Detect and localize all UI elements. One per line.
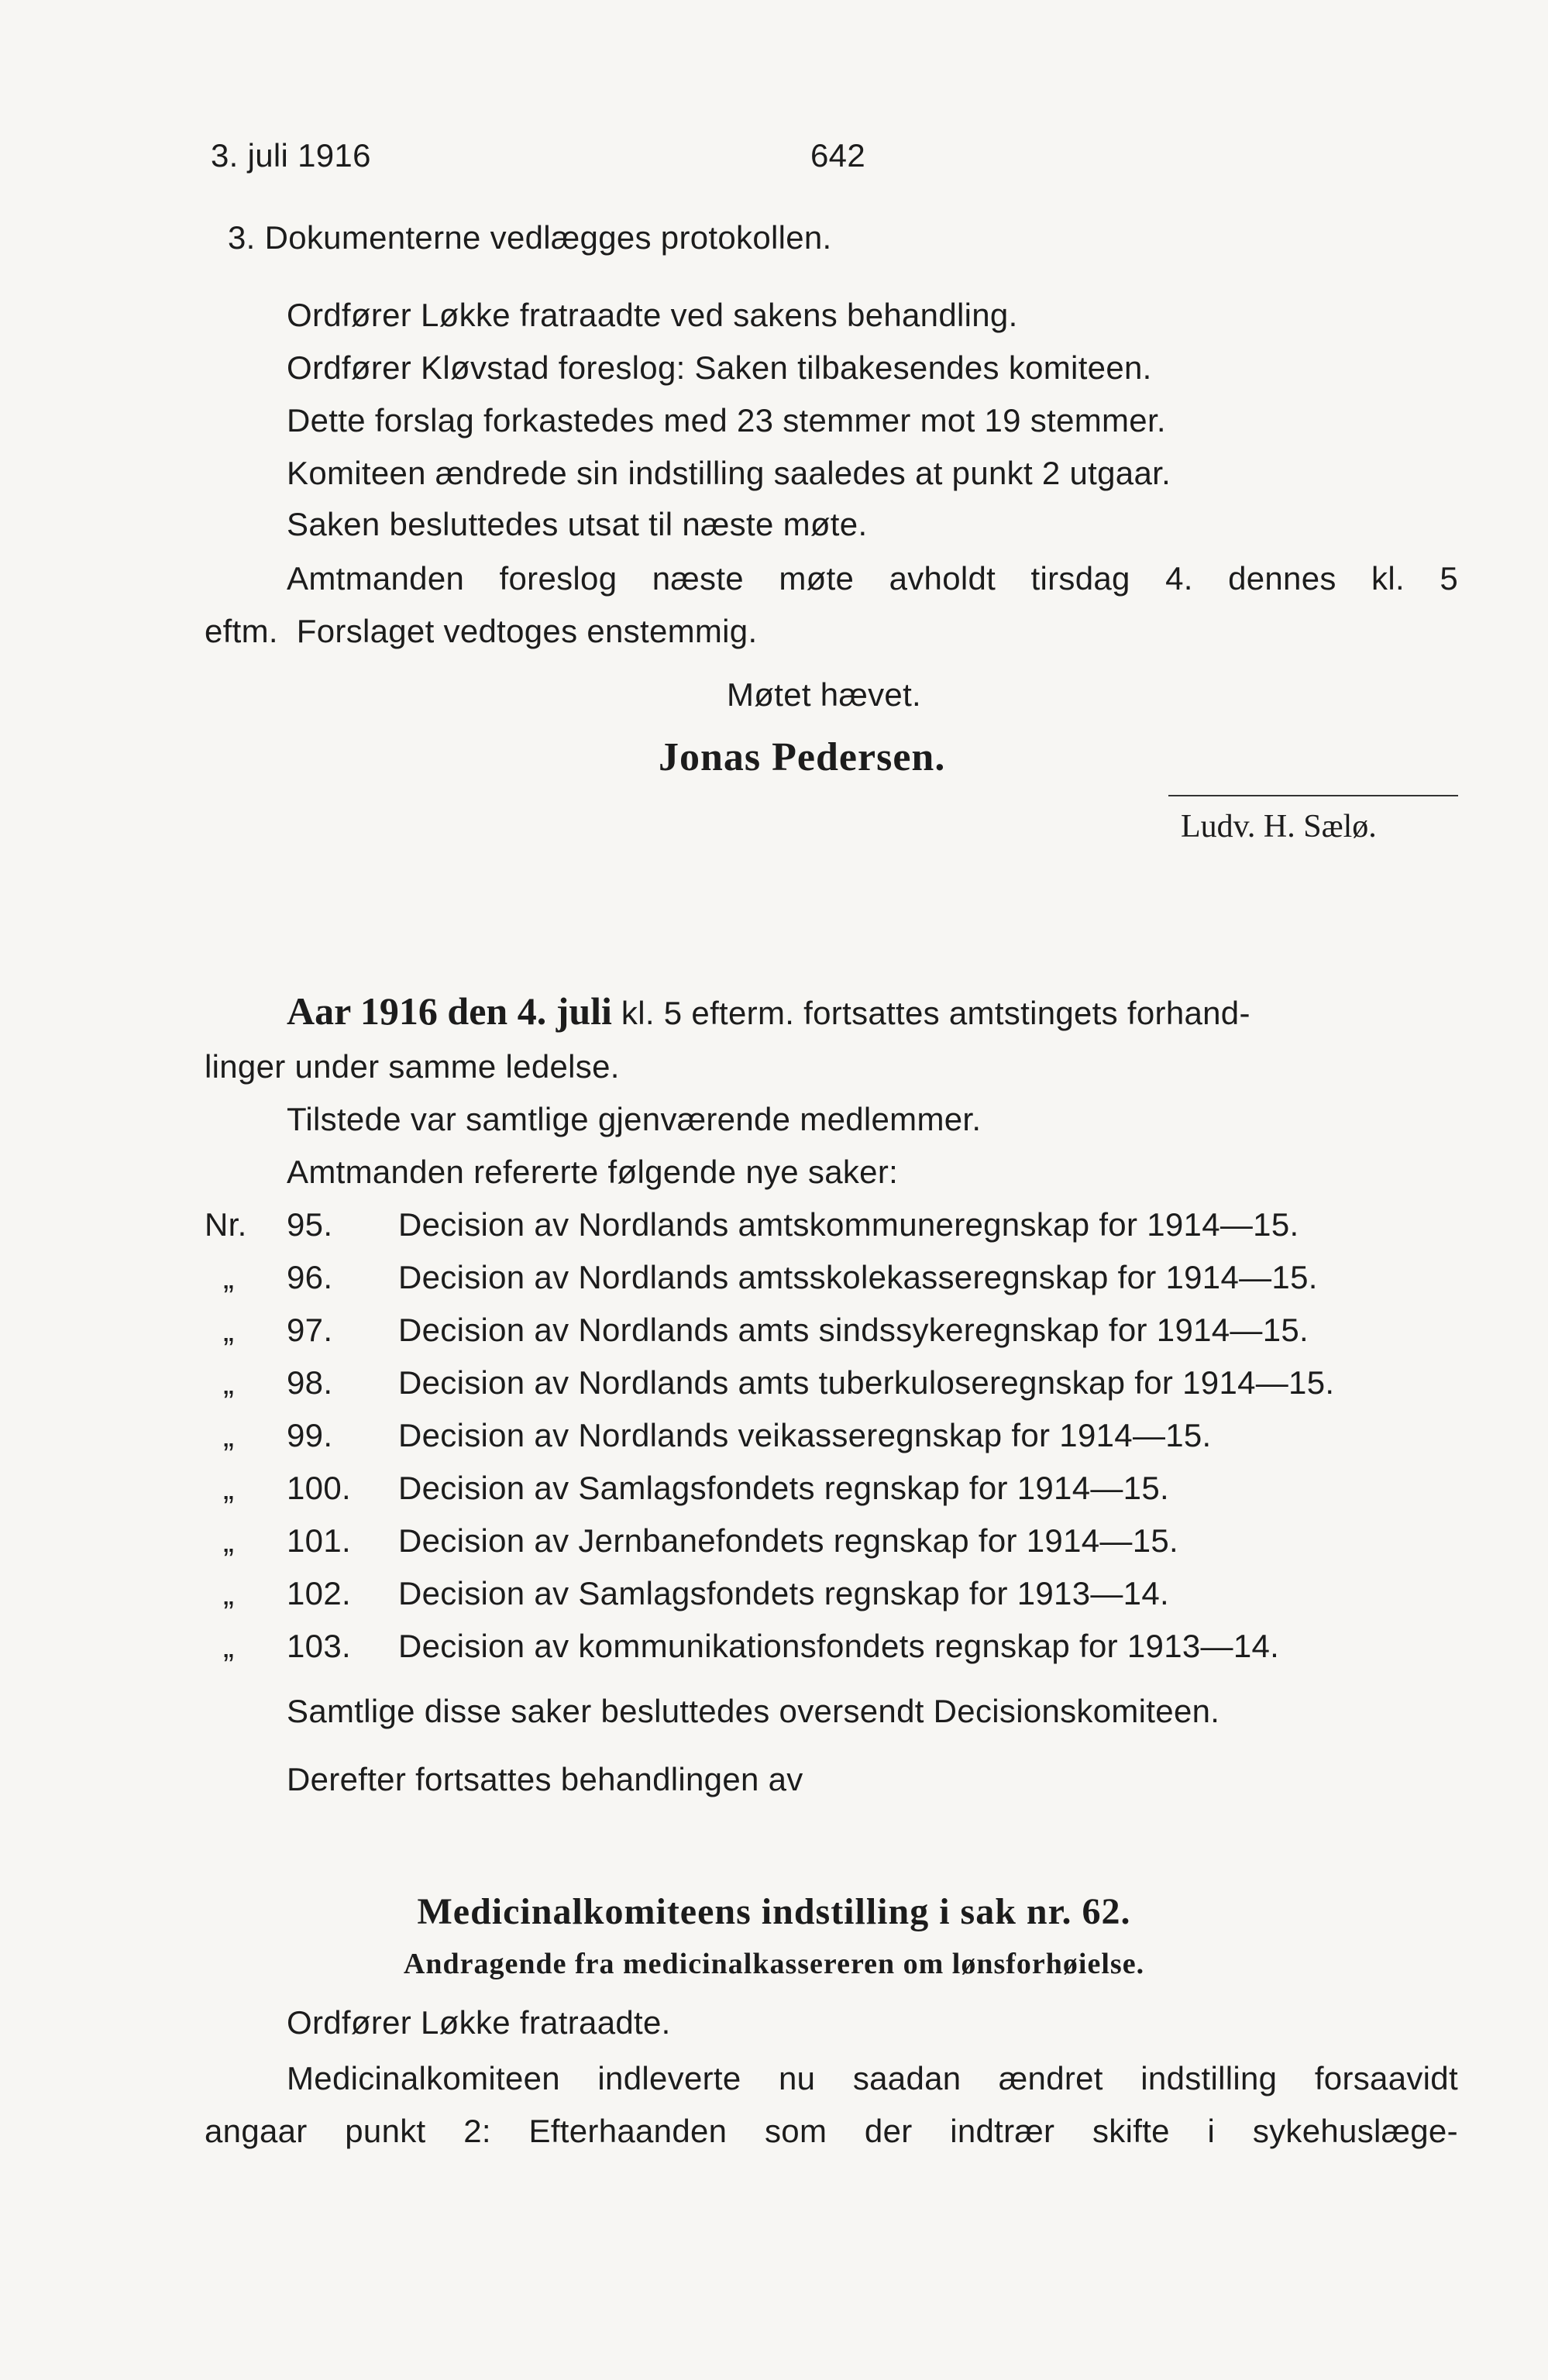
word: avholdt [889,560,996,597]
decision-prefix: „ [223,1312,235,1348]
word: indstilling [1140,2060,1278,2096]
decision-item [203,1364,1458,1402]
motet-haevet: Møtet hævet. [727,676,922,713]
decision-item [203,1311,1458,1350]
word: saadan [852,2060,961,2096]
signature-ludv-saelo: Ludv. H. Sælø. [1181,809,1377,844]
page-number: 642 [810,137,865,174]
word: indleverte [597,2060,741,2096]
word: Efterhaanden [528,2113,728,2149]
word: nu [779,2060,816,2096]
line-amtmanden-refererte: Amtmanden refererte følgende nye saker: [287,1154,899,1190]
decision-item [203,1205,1458,1244]
word: 4. [1165,560,1193,597]
word: møte [779,560,855,597]
decision-number: 102. [287,1575,351,1611]
signature-jonas-pedersen: Jonas Pedersen. [659,735,946,779]
line-tilstede: Tilstede var samtlige gjenværende medlemmer. [287,1101,982,1137]
decision-text: Decision av Nordlands veikasseregnskap for 1914—15. [398,1417,1212,1453]
section-heading: Medicinalkomiteens indstilling i sak nr. 62. [417,1891,1131,1932]
decision-item [203,1522,1458,1560]
line-angaar-punkt [205,2112,1458,2151]
word: sykehuslæge- [1252,2113,1458,2149]
word: 2: [463,2113,491,2149]
decision-text: Decision av Jernbanefondets regnskap for 1914—15. [398,1522,1178,1559]
decision-number: 96. [287,1259,333,1295]
aar-rest: kl. 5 efterm. fortsattes amtstingets forhand- [611,995,1250,1031]
decision-item [203,1627,1458,1666]
line-linger: linger under samme ledelse. [205,1048,620,1085]
line-ordforer-lokke: Ordfører Løkke fratraadte ved sakens behandling. [287,297,1018,333]
line-amtmanden-foreslog [287,559,1458,598]
word: foreslog [499,560,617,597]
section-subheading: Andragende fra medicinalkassereren om lønsforhøielse. [403,1948,1145,1980]
word: kl. [1371,560,1405,597]
word: dennes [1228,560,1336,597]
word: Amtmanden [287,560,465,597]
decision-text: Decision av Samlagsfondets regnskap for 1914—15. [398,1470,1169,1506]
line-ordforer-klovstad: Ordfører Kløvstad foreslog: Saken tilbakesendes komiteen. [287,349,1152,386]
decision-prefix: „ [223,1417,235,1453]
line-saken-besluttedes: Saken besluttedes utsat til næste møte. [287,506,868,542]
word: næste [652,560,744,597]
word: indtrær [950,2113,1055,2149]
line-samtlige: Samtlige disse saker besluttedes oversendt Decisionskomiteen. [287,1693,1220,1729]
decision-number: 103. [287,1628,351,1664]
item-3: 3. Dokumenterne vedlægges protokollen. [228,219,832,256]
line-medicinalkomiteen [287,2059,1458,2098]
header-date: 3. juli 1916 [211,137,371,174]
line-derefter: Derefter fortsattes behandlingen av [287,1761,803,1797]
word: skifte [1092,2113,1170,2149]
word: forsaavidt [1314,2060,1458,2096]
decision-number: 100. [287,1470,351,1506]
decision-text: Decision av Samlagsfondets regnskap for 1913—14. [398,1575,1169,1611]
line-ordforer-fratraadte: Ordfører Løkke fratraadte. [287,2004,671,2041]
line-eftm: eftm. Forslaget vedtoges enstemmig. [205,613,758,649]
decision-number: 99. [287,1417,333,1453]
word: 5 [1440,560,1458,597]
decision-text: Decision av Nordlands amts tuberkuloseregnskap for 1914—15. [398,1364,1335,1401]
decision-text: Decision av Nordlands amtsskolekasseregnskap for 1914—15. [398,1259,1318,1295]
decision-item [203,1574,1458,1613]
word: i [1207,2113,1216,2149]
decision-item [203,1469,1458,1508]
line-forslag-forkastedes: Dette forslag forkastedes med 23 stemmer mot 19 stemmer. [287,402,1166,439]
decision-item [203,1258,1458,1297]
decision-number: 97. [287,1312,333,1348]
word: punkt [345,2113,426,2149]
line-aar-1916 [287,989,1458,1034]
decision-prefix: „ [223,1575,235,1611]
decision-text: Decision av Nordlands amtskommuneregnskap for 1914—15. [398,1206,1299,1243]
decision-number: 98. [287,1364,333,1401]
decision-text: Decision av Nordlands amts sindssykeregnskap for 1914—15. [398,1312,1309,1348]
decision-item [203,1416,1458,1455]
word: der [864,2113,913,2149]
word: ændret [998,2060,1103,2096]
line-komiteen-aendrede: Komiteen ændrede sin indstilling saaledes at punkt 2 utgaar. [287,455,1171,491]
signature-rule [1168,795,1458,796]
decision-prefix: „ [223,1522,235,1559]
decision-text: Decision av kommunikationsfondets regnskap for 1913—14. [398,1628,1280,1664]
decision-prefix: „ [223,1470,235,1506]
word: som [764,2113,827,2149]
decision-number: 101. [287,1522,351,1559]
word: Medicinalkomiteen [287,2060,560,2096]
decision-prefix: „ [223,1364,235,1401]
aar-heading: Aar 1916 den 4. juli [287,989,612,1033]
decision-number: 95. [287,1206,333,1243]
decision-prefix: „ [223,1628,235,1664]
decision-prefix: Nr. [205,1206,247,1243]
decision-prefix: „ [223,1259,235,1295]
word: angaar [205,2113,308,2149]
word: tirsdag [1030,560,1130,597]
